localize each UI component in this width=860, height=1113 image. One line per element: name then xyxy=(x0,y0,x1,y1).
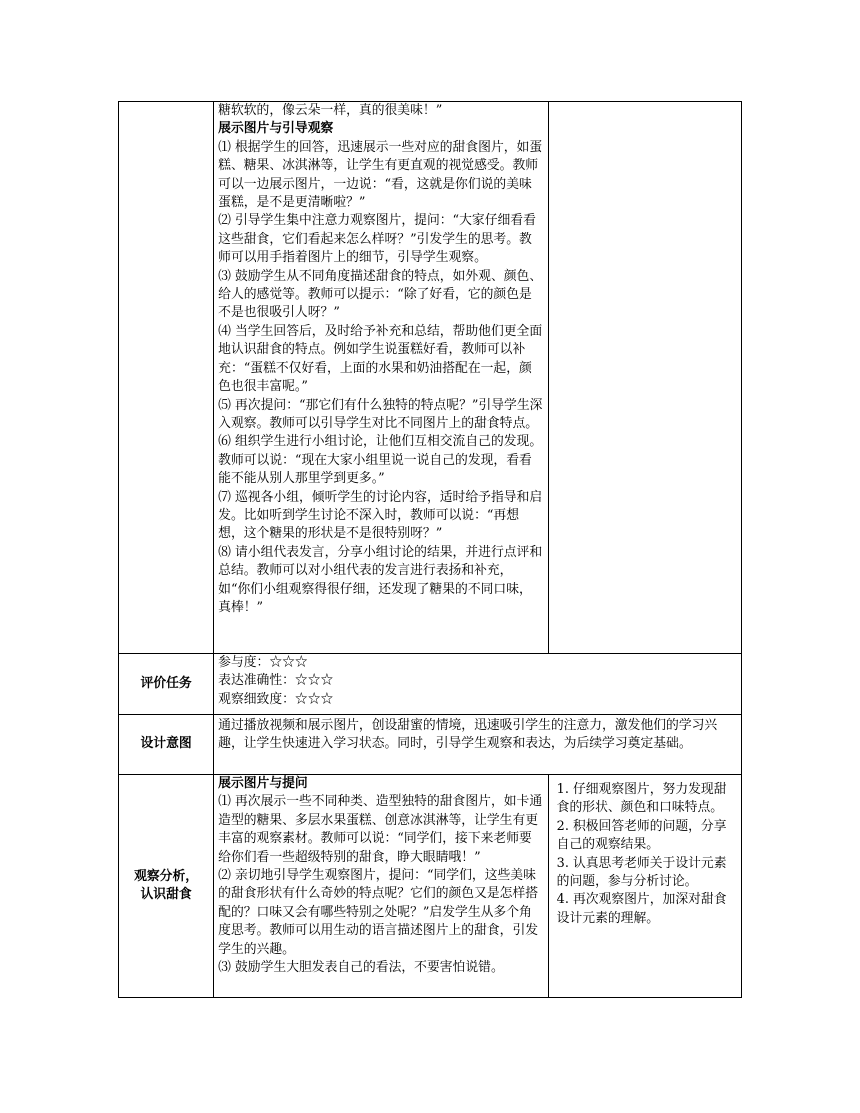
design-intent-cell xyxy=(214,715,742,775)
table-row xyxy=(119,102,742,654)
paragraph: ⑶ 鼓励学生从不同角度描述甜食的特点，如外观、颜色、给人的感觉等。教师可以提示：“除了好看，它的颜色是不是也很吸引人呀？” xyxy=(218,268,543,321)
paragraph: ⑶ 鼓励学生大胆发表自己的看法，不要害怕说错。 xyxy=(218,960,504,976)
student-activity-item: 2. 积极回答老师的问题，分享自己的观察结果。 xyxy=(556,818,727,853)
student-activity-item: 4. 再次观察图片，加深对甜食设计元素的理解。 xyxy=(556,892,727,926)
table-row xyxy=(119,654,742,715)
section-heading: 展示图片与引导观察 xyxy=(218,121,334,137)
row-label-evaluation: 评价任务 xyxy=(119,654,214,715)
content-cell xyxy=(214,102,549,654)
paragraph: ⑵ 亲切地引导学生观察图片，提问：“同学们，这些美味的甜食形状有什么奇妙的特点呢？它们的颜色又是怎样搭配的？口味又会有哪些特别之处呢？”启发学生从多个角度思考。教师可以用生动的语言描述图片上的甜食，引发学生的兴趣。 xyxy=(218,868,539,957)
paragraph: 通过播放视频和展示图片，创设甜蜜的情境，迅速吸引学生的注意力，激发他们的学习兴趣，让学生快速进入学习状态。同时，引导学生观察和表达，为后续学习奠定基础。 xyxy=(218,718,718,752)
label-line: 认识甜食 xyxy=(140,887,192,902)
student-activity-item: 1. 仔细观察图片，努力发现甜食的形状、颜色和口味特点。 xyxy=(556,782,727,816)
paragraph: ⑴ 根据学生的回答，迅速展示一些对应的甜食图片，如蛋糕、糖果、冰淇淋等，让学生有更直观的视觉感受。教师可以一边展示图片，一边说：“看，这就是你们说的美味蛋糕，是不是更清晰啦？” xyxy=(218,139,543,211)
student-activity-cell xyxy=(548,102,741,654)
paragraph: ⑺ 巡视各小组，倾听学生的讨论内容，适时给予指导和启发。比如听到学生讨论不深入时，教师可以说：“再想想，这个糖果的形状是不是很特别呀？” xyxy=(218,489,543,542)
evaluation-cell xyxy=(214,654,742,715)
text-line: 糖软软的，像云朵一样，真的很美味！” xyxy=(218,103,443,118)
section-heading: 展示图片与提问 xyxy=(218,776,308,791)
paragraph: ⑵ 引导学生集中注意力观察图片，提问：“大家仔细看看这些甜食，它们看起来怎么样呀？”引发学生的思考。教师可以用手指着图片上的细节，引导学生观察。 xyxy=(218,213,536,266)
row-label-observe-analyze xyxy=(119,775,214,998)
paragraph: ⑻ 请小组代表发言，分享小组讨论的结果，并进行点评和总结。教师可以对小组代表的发言进行表扬和补充，如“你们小组观察得很仔细，还发现了糖果的不同口味，真棒！” xyxy=(218,544,543,615)
evaluation-item: 观察细致度：☆☆☆ xyxy=(218,691,334,707)
row-label-design-intent: 设计意图 xyxy=(119,715,214,775)
table-row xyxy=(119,715,742,775)
evaluation-item: 参与度：☆☆☆ xyxy=(218,655,308,670)
paragraph: ⑴ 再次展示一些不同种类、造型独特的甜食图片，如卡通造型的糖果、多层水果蛋糕、创意冰淇淋等，让学生有更丰富的观察素材。教师可以说：“同学们，接下来老师要给你们看一些超级特别的甜食，睁大眼睛哦！” xyxy=(218,794,543,865)
paragraph: ⑷ 当学生回答后，及时给予补充和总结，帮助他们更全面地认识甜食的特点。例如学生说蛋糕好看，教师可以补充：“蛋糕不仅好看，上面的水果和奶油搭配在一起，颜色也很丰富呢。” xyxy=(218,323,543,395)
lesson-plan-table xyxy=(118,101,742,998)
label-cell xyxy=(119,102,214,654)
evaluation-item: 表达准确性：☆☆☆ xyxy=(218,673,334,689)
label-line: 观察分析， xyxy=(134,868,199,884)
student-activity-item: 3. 认真思考老师关于设计元素的问题，参与分析讨论。 xyxy=(556,855,727,890)
table-row xyxy=(119,775,742,998)
content-cell xyxy=(214,775,549,998)
student-activity-cell xyxy=(548,775,741,998)
paragraph: ⑸ 再次提问：“那它们有什么独特的特点呢？”引导学生深入观察。教师可以引导学生对比不同图片上的甜食特点。 xyxy=(218,397,543,431)
paragraph: ⑹ 组织学生进行小组讨论，让他们互相交流自己的发现。教师可以说：“现在大家小组里说一说自己的发现，看看能不能从别人那里学到更多。” xyxy=(218,434,543,487)
